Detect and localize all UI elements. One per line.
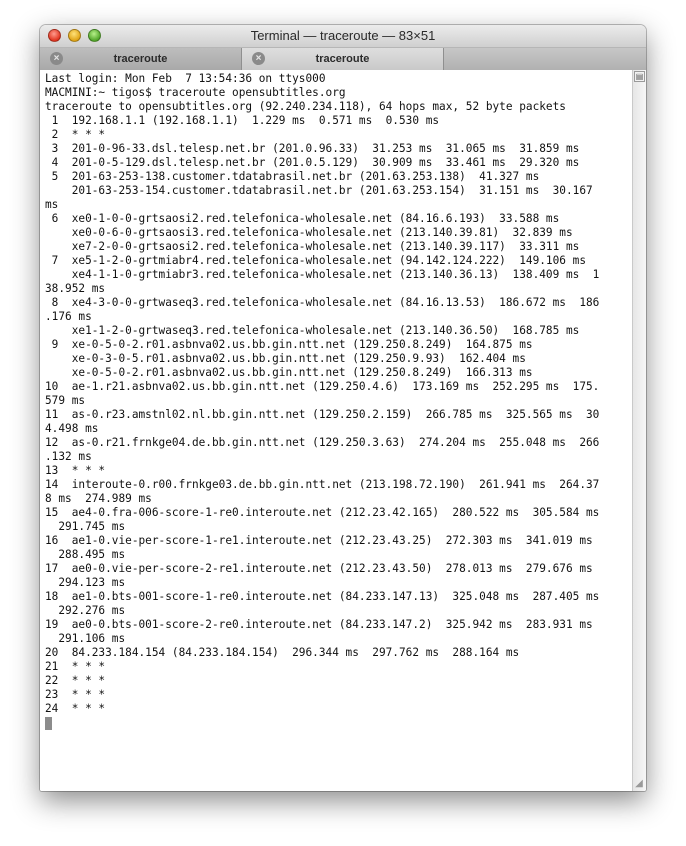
terminal-line: 11 as-0.r23.amstnl02.nl.bb.gin.ntt.net (129.250.2.159) 266.785 ms 325.565 ms 30	[45, 408, 600, 421]
terminal-line: 10 ae-1.r21.asbnva02.us.bb.gin.ntt.net (129.250.4.6) 173.169 ms 252.295 ms 175.	[45, 380, 600, 393]
tab-label: traceroute	[113, 53, 168, 65]
terminal-line: Last login: Mon Feb 7 13:54:36 on ttys000	[45, 72, 326, 85]
terminal-line: 13 * * *	[45, 464, 106, 477]
terminal-line: 8 xe4-3-0-0-grtwaseq3.red.telefonica-wholesale.net (84.16.13.53) 186.672 ms 186	[45, 296, 600, 309]
terminal-line: xe1-1-2-0-grtwaseq3.red.telefonica-wholesale.net (213.140.36.50) 168.785 ms	[45, 324, 580, 337]
split-pane-icon[interactable]: ▤	[635, 72, 644, 81]
terminal-line: 18 ae1-0.bts-001-score-1-re0.interoute.net (84.233.147.13) 325.048 ms 287.405 ms	[45, 590, 600, 603]
terminal-line: 17 ae0-0.vie-per-score-2-re1.interoute.net (212.23.43.50) 278.013 ms 279.676 ms	[45, 562, 593, 575]
tab-bar	[40, 48, 646, 71]
terminal-line: 14 interoute-0.r00.frnkge03.de.bb.gin.ntt.net (213.198.72.190) 261.941 ms 264.37	[45, 478, 600, 491]
vertical-scrollbar[interactable]	[632, 70, 646, 791]
terminal-line: 38.952 ms	[45, 282, 106, 295]
terminal-line: ms	[45, 198, 59, 211]
terminal-line: 12 as-0.r21.frnkge04.de.bb.gin.ntt.net (129.250.3.63) 274.204 ms 255.048 ms 266	[45, 436, 600, 449]
terminal-output[interactable]	[45, 72, 632, 716]
title-bar[interactable]	[40, 25, 646, 48]
terminal-line: .176 ms	[45, 310, 92, 323]
terminal-line: 579 ms	[45, 394, 86, 407]
terminal-line: 2 * * *	[45, 128, 106, 141]
terminal-line: 1 192.168.1.1 (192.168.1.1) 1.229 ms 0.571 ms 0.530 ms	[45, 114, 440, 127]
terminal-line: traceroute to opensubtitles.org (92.240.234.118), 64 hops max, 52 byte packets	[45, 100, 566, 113]
tab-close-icon[interactable]: ×	[50, 52, 63, 65]
terminal-line: xe0-0-6-0-grtsaosi3.red.telefonica-wholesale.net (213.140.39.81) 32.839 ms	[45, 226, 573, 239]
terminal-line: 3 201-0-96-33.dsl.telesp.net.br (201.0.96.33) 31.253 ms 31.065 ms 31.859 ms	[45, 142, 580, 155]
terminal-line: 7 xe5-1-2-0-grtmiabr4.red.telefonica-wholesale.net (94.142.124.222) 149.106 ms	[45, 254, 586, 267]
tab-traceroute-1[interactable]	[40, 48, 242, 70]
terminal-line: 291.106 ms	[45, 632, 126, 645]
tab-close-icon[interactable]: ×	[252, 52, 265, 65]
terminal-line: 16 ae1-0.vie-per-score-1-re1.interoute.net (212.23.43.25) 272.303 ms 341.019 ms	[45, 534, 593, 547]
terminal-line: 5 201-63-253-138.customer.tdatabrasil.net.br (201.63.253.138) 41.327 ms	[45, 170, 540, 183]
terminal-line: 20 84.233.184.154 (84.233.184.154) 296.344 ms 297.762 ms 288.164 ms	[45, 646, 520, 659]
terminal-line: 4.498 ms	[45, 422, 99, 435]
terminal-line: xe7-2-0-0-grtsaosi2.red.telefonica-wholesale.net (213.140.39.117) 33.311 ms	[45, 240, 580, 253]
terminal-line: 8 ms 274.989 ms	[45, 492, 152, 505]
terminal-line: MACMINI:~ tigos$ traceroute opensubtitles.org	[45, 86, 346, 99]
terminal-line: 292.276 ms	[45, 604, 126, 617]
terminal-line: xe4-1-1-0-grtmiabr3.red.telefonica-wholesale.net (213.140.36.13) 138.409 ms 1	[45, 268, 600, 281]
terminal-line: 19 ae0-0.bts-001-score-2-re0.interoute.net (84.233.147.2) 325.942 ms 283.931 ms	[45, 618, 593, 631]
terminal-line: 288.495 ms	[45, 548, 126, 561]
terminal-line: .132 ms	[45, 450, 92, 463]
tab-label: traceroute	[315, 53, 370, 65]
terminal-line: 291.745 ms	[45, 520, 126, 533]
terminal-prompt-line[interactable]	[45, 716, 632, 734]
terminal-line: 22 * * *	[45, 674, 106, 687]
terminal-content[interactable]	[40, 70, 632, 791]
terminal-line: 4 201-0-5-129.dsl.telesp.net.br (201.0.5.129) 30.909 ms 33.461 ms 29.320 ms	[45, 156, 580, 169]
terminal-line: 201-63-253-154.customer.tdatabrasil.net.br (201.63.253.154) 31.151 ms 30.167	[45, 184, 593, 197]
terminal-line: xe-0-5-0-2.r01.asbnva02.us.bb.gin.ntt.net (129.250.8.249) 166.313 ms	[45, 366, 533, 379]
terminal-line: xe-0-3-0-5.r01.asbnva02.us.bb.gin.ntt.net (129.250.9.93) 162.404 ms	[45, 352, 526, 365]
terminal-line: 6 xe0-1-0-0-grtsaosi2.red.telefonica-wholesale.net (84.16.6.193) 33.588 ms	[45, 212, 560, 225]
terminal-line: 23 * * *	[45, 688, 106, 701]
text-cursor	[45, 717, 52, 730]
terminal-line: 24 * * *	[45, 702, 106, 715]
terminal-line: 294.123 ms	[45, 576, 126, 589]
terminal-line: 15 ae4-0.fra-006-score-1-re0.interoute.net (212.23.42.165) 280.522 ms 305.584 ms	[45, 506, 600, 519]
terminal-window	[40, 25, 646, 791]
resize-grip-icon[interactable]: ◢	[635, 778, 643, 789]
terminal-line: 21 * * *	[45, 660, 106, 673]
tab-traceroute-2[interactable]	[242, 48, 444, 70]
terminal-line: 9 xe-0-5-0-2.r01.asbnva02.us.bb.gin.ntt.net (129.250.8.249) 164.875 ms	[45, 338, 533, 351]
window-title: Terminal — traceroute — 83×51	[250, 28, 436, 43]
